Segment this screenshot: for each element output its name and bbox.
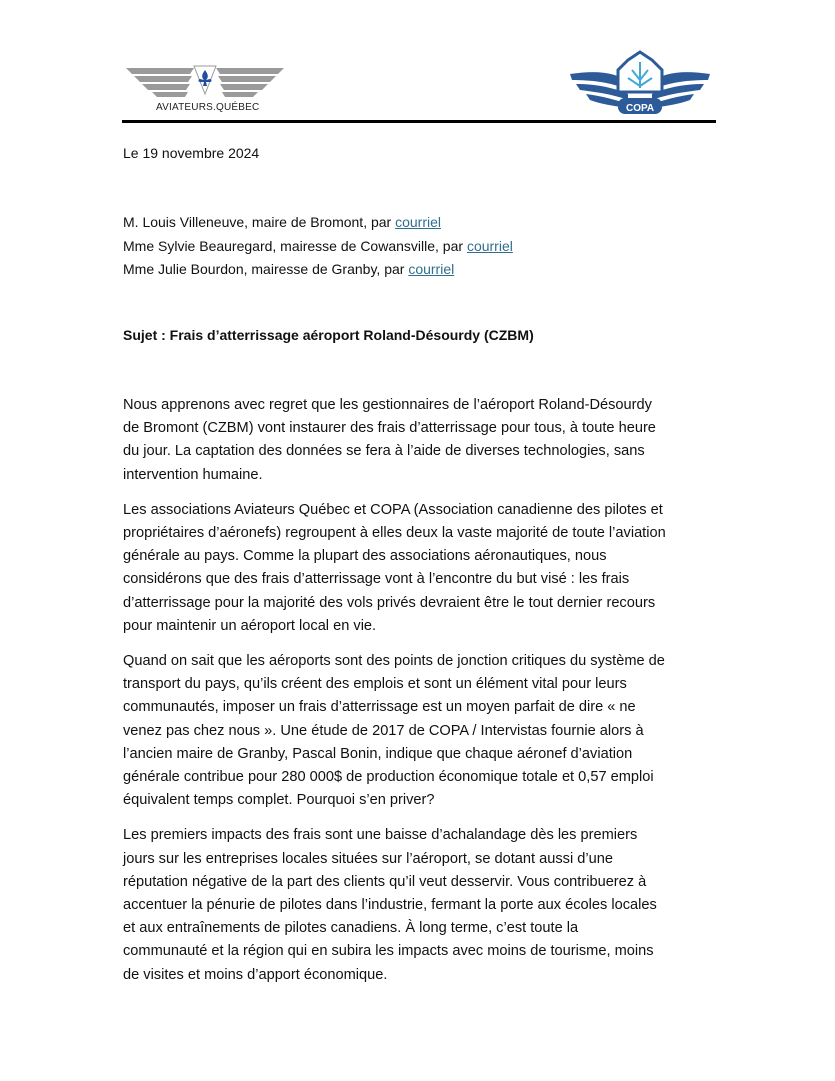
email-link[interactable]: courriel	[395, 214, 442, 230]
body-line: l’ancien maire de Granby, Pascal Bonin, indique que chaque aéronef d’aviation	[123, 745, 633, 762]
body-line: venez pas chez nous ». Une étude de 2017 de COPA / Intervistas fournie alors à	[123, 722, 644, 739]
body-line: considérons que des frais d’atterrissage vont à l’encontre du but visé : les frais	[123, 571, 630, 588]
aviateurs-quebec-logo	[124, 64, 286, 116]
body-line: réputation négative de la part des clients qu’il veut desservir. Vous contribuerez à	[123, 873, 647, 890]
letter-date: Le 19 novembre 2024	[123, 145, 260, 161]
body-line: Les associations Aviateurs Québec et COPA (Association canadienne des pilotes et	[123, 501, 663, 518]
recipient-text: Mme Sylvie Beauregard, mairesse de Cowansville, par	[123, 237, 467, 254]
body-line: générale au pays. Comme la plupart des associations aéronautiques, nous	[123, 548, 607, 565]
body-line: Nous apprenons avec regret que les gestionnaires de l’aéroport Roland-Désourdy	[123, 397, 652, 413]
body-line: transport du pays, qu’ils créent des emplois et sont un élément vital pour leurs	[123, 676, 627, 693]
body-paragraph	[123, 394, 723, 487]
body-line: de Bromont (CZBM) vont instaurer des frais d’atterrissage pour tous, à toute heure	[123, 420, 656, 437]
recipient-text: Mme Julie Bourdon, mairesse de Granby, par	[123, 261, 409, 277]
aviateurs-quebec-wordmark: AVIATEURS.QUÉBEC	[156, 102, 260, 113]
body-line: jours sur les entreprises locales situées sur l’aéroport, se dotant aussi d’une	[123, 850, 613, 867]
body-paragraph	[123, 499, 723, 638]
body-line: et aux entraînements de pilotes canadiens. À long terme, c’est toute la	[123, 920, 579, 937]
body-line: communauté et la région qui en subira les impacts avec moins de tourisme, moins	[123, 943, 654, 960]
body-line: propriétaires d’aéronefs) regroupent à elles deux la vaste majorité de toute l’aviation	[123, 525, 666, 542]
body-line: accentuer la pénurie de pilotes dans l’industrie, fermant la porte aux écoles locales	[123, 897, 657, 914]
recipient-line	[123, 211, 513, 235]
letter-subject: Sujet : Frais d’atterrissage aéroport Roland-Désourdy (CZBM)	[123, 327, 534, 343]
body-paragraph	[123, 650, 723, 812]
fleur-de-lis-wings-icon	[124, 64, 286, 104]
recipient-line	[123, 235, 513, 259]
body-line: pour maintenir un aéroport local en vie.	[123, 617, 377, 634]
body-line: équivalent temps complet. Pourquoi s’en priver?	[123, 792, 435, 809]
body-line: du jour. La captation des données se fera à l’aide de diverses technologies, sans	[123, 443, 645, 460]
body-line: Les premiers impacts des frais sont une baisse d’achalandage dès les premiers	[123, 827, 638, 844]
body-line: générale contribue pour 280 000$ de production économique totale et 0,57 emploi	[123, 769, 654, 786]
body-line: d’atterrissage pour la majorité des vols privés devraient être le tout dernier recours	[123, 594, 656, 611]
email-link[interactable]: courriel	[408, 261, 455, 277]
body-paragraph	[123, 824, 723, 986]
email-link[interactable]: courriel	[466, 237, 513, 254]
copa-logo	[566, 48, 714, 118]
copa-wordmark: COPA	[626, 103, 655, 114]
body-line: communautés, imposer un frais d’atterrissage est un moyen parfait de dire « ne	[123, 699, 636, 716]
body-line: intervention humaine.	[123, 466, 263, 483]
body-line: de visites et moins d’apport économique.	[123, 966, 388, 983]
recipients-block	[123, 211, 513, 282]
recipient-line	[123, 258, 513, 282]
header-divider	[122, 120, 716, 123]
recipient-text: M. Louis Villeneuve, maire de Bromont, par	[123, 214, 396, 230]
body-line: Quand on sait que les aéroports sont des points de jonction critiques du système de	[123, 653, 665, 670]
letter-body	[123, 394, 723, 999]
